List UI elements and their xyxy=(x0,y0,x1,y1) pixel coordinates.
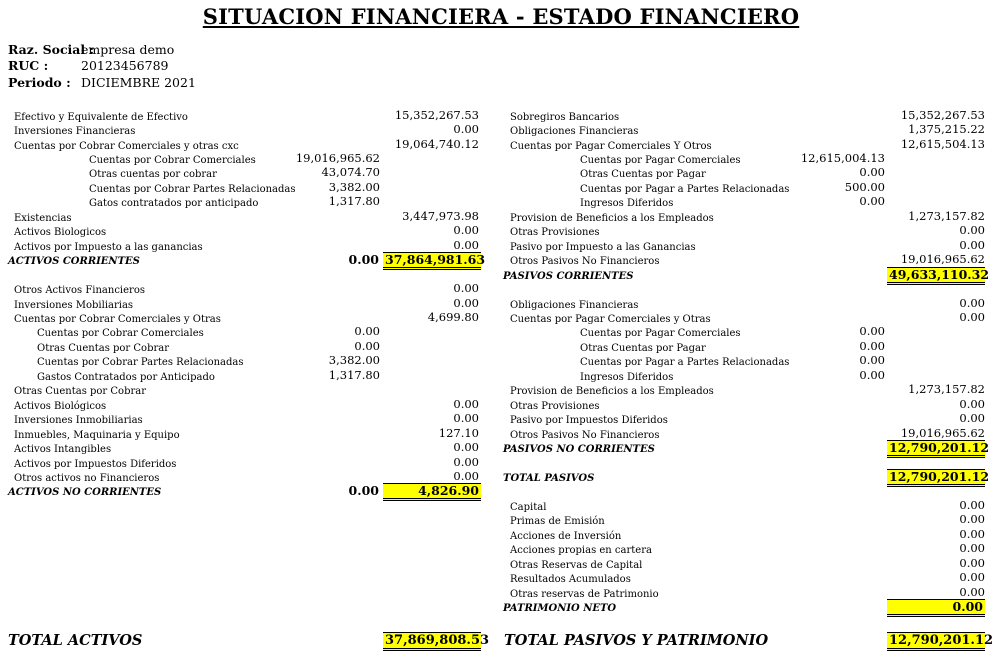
liability-sub-label: Cuentas por Pagar a Partes Relacionadas xyxy=(580,184,790,195)
liability-value: 0.00 xyxy=(959,223,985,237)
asset-sub-value: 0.00 xyxy=(354,324,380,338)
ruc-value: 20123456789 xyxy=(81,58,169,73)
asset-value: 0.00 xyxy=(453,223,479,237)
liability-label: Provision de Beneficios a los Empleados xyxy=(510,386,714,397)
asset-value: 0.00 xyxy=(453,411,479,425)
liability-value: 0.00 xyxy=(959,238,985,252)
asset-label: Inversiones Mobiliarias xyxy=(14,300,134,311)
asset-value: 0.00 xyxy=(453,455,479,469)
total-activos-label: TOTAL ACTIVOS xyxy=(8,632,143,649)
liability-value: 12,615,504.13 xyxy=(900,137,985,151)
liability-label: Pasivo por Impuestos Diferidos xyxy=(510,415,668,426)
asset-sub-value: 19,016,965.62 xyxy=(295,151,380,165)
liability-value: 0.00 xyxy=(959,411,985,425)
equity-value: 0.00 xyxy=(959,527,985,541)
liability-sub-value: 0.00 xyxy=(859,353,885,367)
liability-value: 1,375,215.22 xyxy=(908,122,985,136)
patrimonio-neto-label: PATRIMONIO NETO xyxy=(503,603,617,614)
asset-sub-label: Otras Cuentas por Cobrar xyxy=(37,343,169,354)
total-pasivos-label: TOTAL PASIVOS xyxy=(503,473,595,484)
equity-label: Acciones de Inversión xyxy=(510,531,622,542)
asset-value: 0.00 xyxy=(453,296,479,310)
patrimonio-neto-value: 0.00 xyxy=(887,599,985,617)
activos-corrientes-total: 37,864,981.63 xyxy=(383,252,481,270)
asset-sub-value: 1,317.80 xyxy=(328,194,380,208)
liability-sub-value: 0.00 xyxy=(859,339,885,353)
liability-sub-value: 0.00 xyxy=(859,194,885,208)
asset-sub-value: 3,382.00 xyxy=(328,180,380,194)
asset-sub-label: Otras cuentas por cobrar xyxy=(89,169,217,180)
equity-value: 0.00 xyxy=(959,512,985,526)
liability-sub-value: 0.00 xyxy=(859,324,885,338)
asset-sub-label: Cuentas por Cobrar Partes Relacionadas xyxy=(37,357,244,368)
activos-no-corrientes-total: 4,826.90 xyxy=(383,483,481,501)
asset-sub-value: 1,317.80 xyxy=(328,368,380,382)
equity-label: Resultados Acumulados xyxy=(510,574,631,585)
total-pasivos-patrimonio-label: TOTAL PASIVOS Y PATRIMONIO xyxy=(504,632,769,649)
pasivos-no-corrientes-label: PASIVOS NO CORRIENTES xyxy=(503,444,655,455)
asset-label: Otras Cuentas por Cobrar xyxy=(14,386,146,397)
asset-label: Activos Biológicos xyxy=(14,401,107,412)
liability-sub-label: Cuentas por Pagar Comerciales xyxy=(580,155,741,166)
liability-sub-value: 12,615,004.13 xyxy=(800,151,885,165)
liability-label: Otros Pasivos No Financieros xyxy=(510,256,660,267)
activos-corrientes-subtotal: 0.00 xyxy=(348,252,379,267)
asset-label: Cuentas por Cobrar Comerciales y otras cxc xyxy=(14,141,239,152)
liability-value: 19,016,965.62 xyxy=(900,426,985,440)
asset-label: Otros activos no Financieros xyxy=(14,473,160,484)
equity-value: 0.00 xyxy=(959,556,985,570)
asset-label: Inmuebles, Maquinaria y Equipo xyxy=(14,430,180,441)
liability-label: Pasivo por Impuesto a las Ganancias xyxy=(510,242,696,253)
equity-value: 0.00 xyxy=(959,498,985,512)
pasivos-corrientes-label: PASIVOS CORRIENTES xyxy=(503,271,634,282)
asset-sub-value: 43,074.70 xyxy=(321,165,380,179)
asset-label: Efectivo y Equivalente de Efectivo xyxy=(14,112,188,123)
asset-sub-label: Cuentas por Cobrar Comerciales xyxy=(37,328,204,339)
asset-label: Inversiones Inmobiliarias xyxy=(14,415,143,426)
razon-social-value: empresa demo xyxy=(81,42,175,57)
liability-sub-label: Cuentas por Pagar Comerciales xyxy=(580,328,741,339)
liability-value: 0.00 xyxy=(959,296,985,310)
periodo-label: Periodo : xyxy=(8,75,71,90)
asset-label: Inversiones Financieras xyxy=(14,126,136,137)
equity-label: Otras reservas de Patrimonio xyxy=(510,589,659,600)
liability-sub-label: Cuentas por Pagar a Partes Relacionadas xyxy=(580,357,790,368)
total-pasivos-value: 12,790,201.12 xyxy=(887,469,985,487)
liability-sub-label: Otras Cuentas por Pagar xyxy=(580,169,706,180)
asset-label: Cuentas por Cobrar Comerciales y Otras xyxy=(14,314,221,325)
liability-value: 0.00 xyxy=(959,310,985,324)
asset-value: 4,699.80 xyxy=(427,310,479,324)
total-activos-value: 37,869,808.53 xyxy=(383,632,481,651)
equity-label: Capital xyxy=(510,502,547,513)
liability-label: Cuentas por Pagar Comerciales y Otras xyxy=(510,314,711,325)
liability-label: Obligaciones Financieras xyxy=(510,126,639,137)
ruc-label: RUC : xyxy=(8,58,49,73)
equity-label: Acciones propias en cartera xyxy=(510,545,652,556)
liability-sub-label: Ingresos Diferidos xyxy=(580,198,674,209)
liability-value: 0.00 xyxy=(959,397,985,411)
asset-value: 0.00 xyxy=(453,281,479,295)
asset-sub-label: Cuentas por Cobrar Comerciales xyxy=(89,155,256,166)
asset-value: 19,064,740.12 xyxy=(394,137,479,151)
pasivos-corrientes-total: 49,633,110.32 xyxy=(887,267,985,285)
asset-sub-value: 3,382.00 xyxy=(328,353,380,367)
liability-label: Provision de Beneficios a los Empleados xyxy=(510,213,714,224)
equity-label: Otras Reservas de Capital xyxy=(510,560,643,571)
liability-value: 1,273,157.82 xyxy=(908,209,985,223)
asset-value: 0.00 xyxy=(453,122,479,136)
liability-label: Obligaciones Financieras xyxy=(510,300,639,311)
pasivos-no-corrientes-total: 12,790,201.12 xyxy=(887,440,985,458)
asset-label: Activos Intangibles xyxy=(14,444,112,455)
asset-sub-label: Cuentas por Cobrar Partes Relacionadas xyxy=(89,184,296,195)
razon-social-label: Raz. Social : xyxy=(8,42,95,57)
asset-sub-label: Gastos Contratados por Anticipado xyxy=(37,372,215,383)
liability-label: Sobregiros Bancarios xyxy=(510,112,620,123)
liability-sub-label: Ingresos Diferidos xyxy=(580,372,674,383)
liability-sub-label: Otras Cuentas por Pagar xyxy=(580,343,706,354)
asset-value: 15,352,267.53 xyxy=(394,108,479,122)
liability-value: 15,352,267.53 xyxy=(900,108,985,122)
liability-sub-value: 0.00 xyxy=(859,368,885,382)
asset-label: Activos Biologicos xyxy=(14,227,107,238)
equity-value: 0.00 xyxy=(959,570,985,584)
asset-value: 0.00 xyxy=(453,397,479,411)
equity-label: Primas de Emisión xyxy=(510,516,605,527)
liability-sub-value: 0.00 xyxy=(859,165,885,179)
liability-label: Cuentas por Pagar Comerciales Y Otros xyxy=(510,141,712,152)
asset-value: 0.00 xyxy=(453,440,479,454)
asset-value: 3,447,973.98 xyxy=(402,209,479,223)
activos-corrientes-label: ACTIVOS CORRIENTES xyxy=(8,256,140,267)
asset-label: Activos por Impuestos Diferidos xyxy=(14,459,177,470)
total-pasivos-patrimonio-value: 12,790,201.12 xyxy=(887,632,985,651)
liability-label: Otras Provisiones xyxy=(510,401,600,412)
asset-label: Activos por Impuesto a las ganancias xyxy=(14,242,203,253)
asset-sub-label: Gatos contratados por anticipado xyxy=(89,198,259,209)
asset-sub-value: 0.00 xyxy=(354,339,380,353)
liability-label: Otros Pasivos No Financieros xyxy=(510,430,660,441)
liability-value: 19,016,965.62 xyxy=(900,252,985,266)
equity-value: 0.00 xyxy=(959,585,985,599)
asset-label: Existencias xyxy=(14,213,72,224)
equity-value: 0.00 xyxy=(959,541,985,555)
asset-label: Otros Activos Financieros xyxy=(14,285,145,296)
asset-value: 127.10 xyxy=(438,426,479,440)
liability-value: 1,273,157.82 xyxy=(908,382,985,396)
liability-sub-value: 500.00 xyxy=(844,180,885,194)
periodo-value: DICIEMBRE 2021 xyxy=(81,75,196,90)
asset-value: 0.00 xyxy=(453,469,479,483)
activos-no-corrientes-subtotal: 0.00 xyxy=(348,483,379,498)
page-title: SITUACION FINANCIERA - ESTADO FINANCIERO xyxy=(202,4,800,29)
liability-label: Otras Provisiones xyxy=(510,227,600,238)
activos-no-corrientes-label: ACTIVOS NO CORRIENTES xyxy=(8,487,162,498)
asset-value: 0.00 xyxy=(453,238,479,252)
